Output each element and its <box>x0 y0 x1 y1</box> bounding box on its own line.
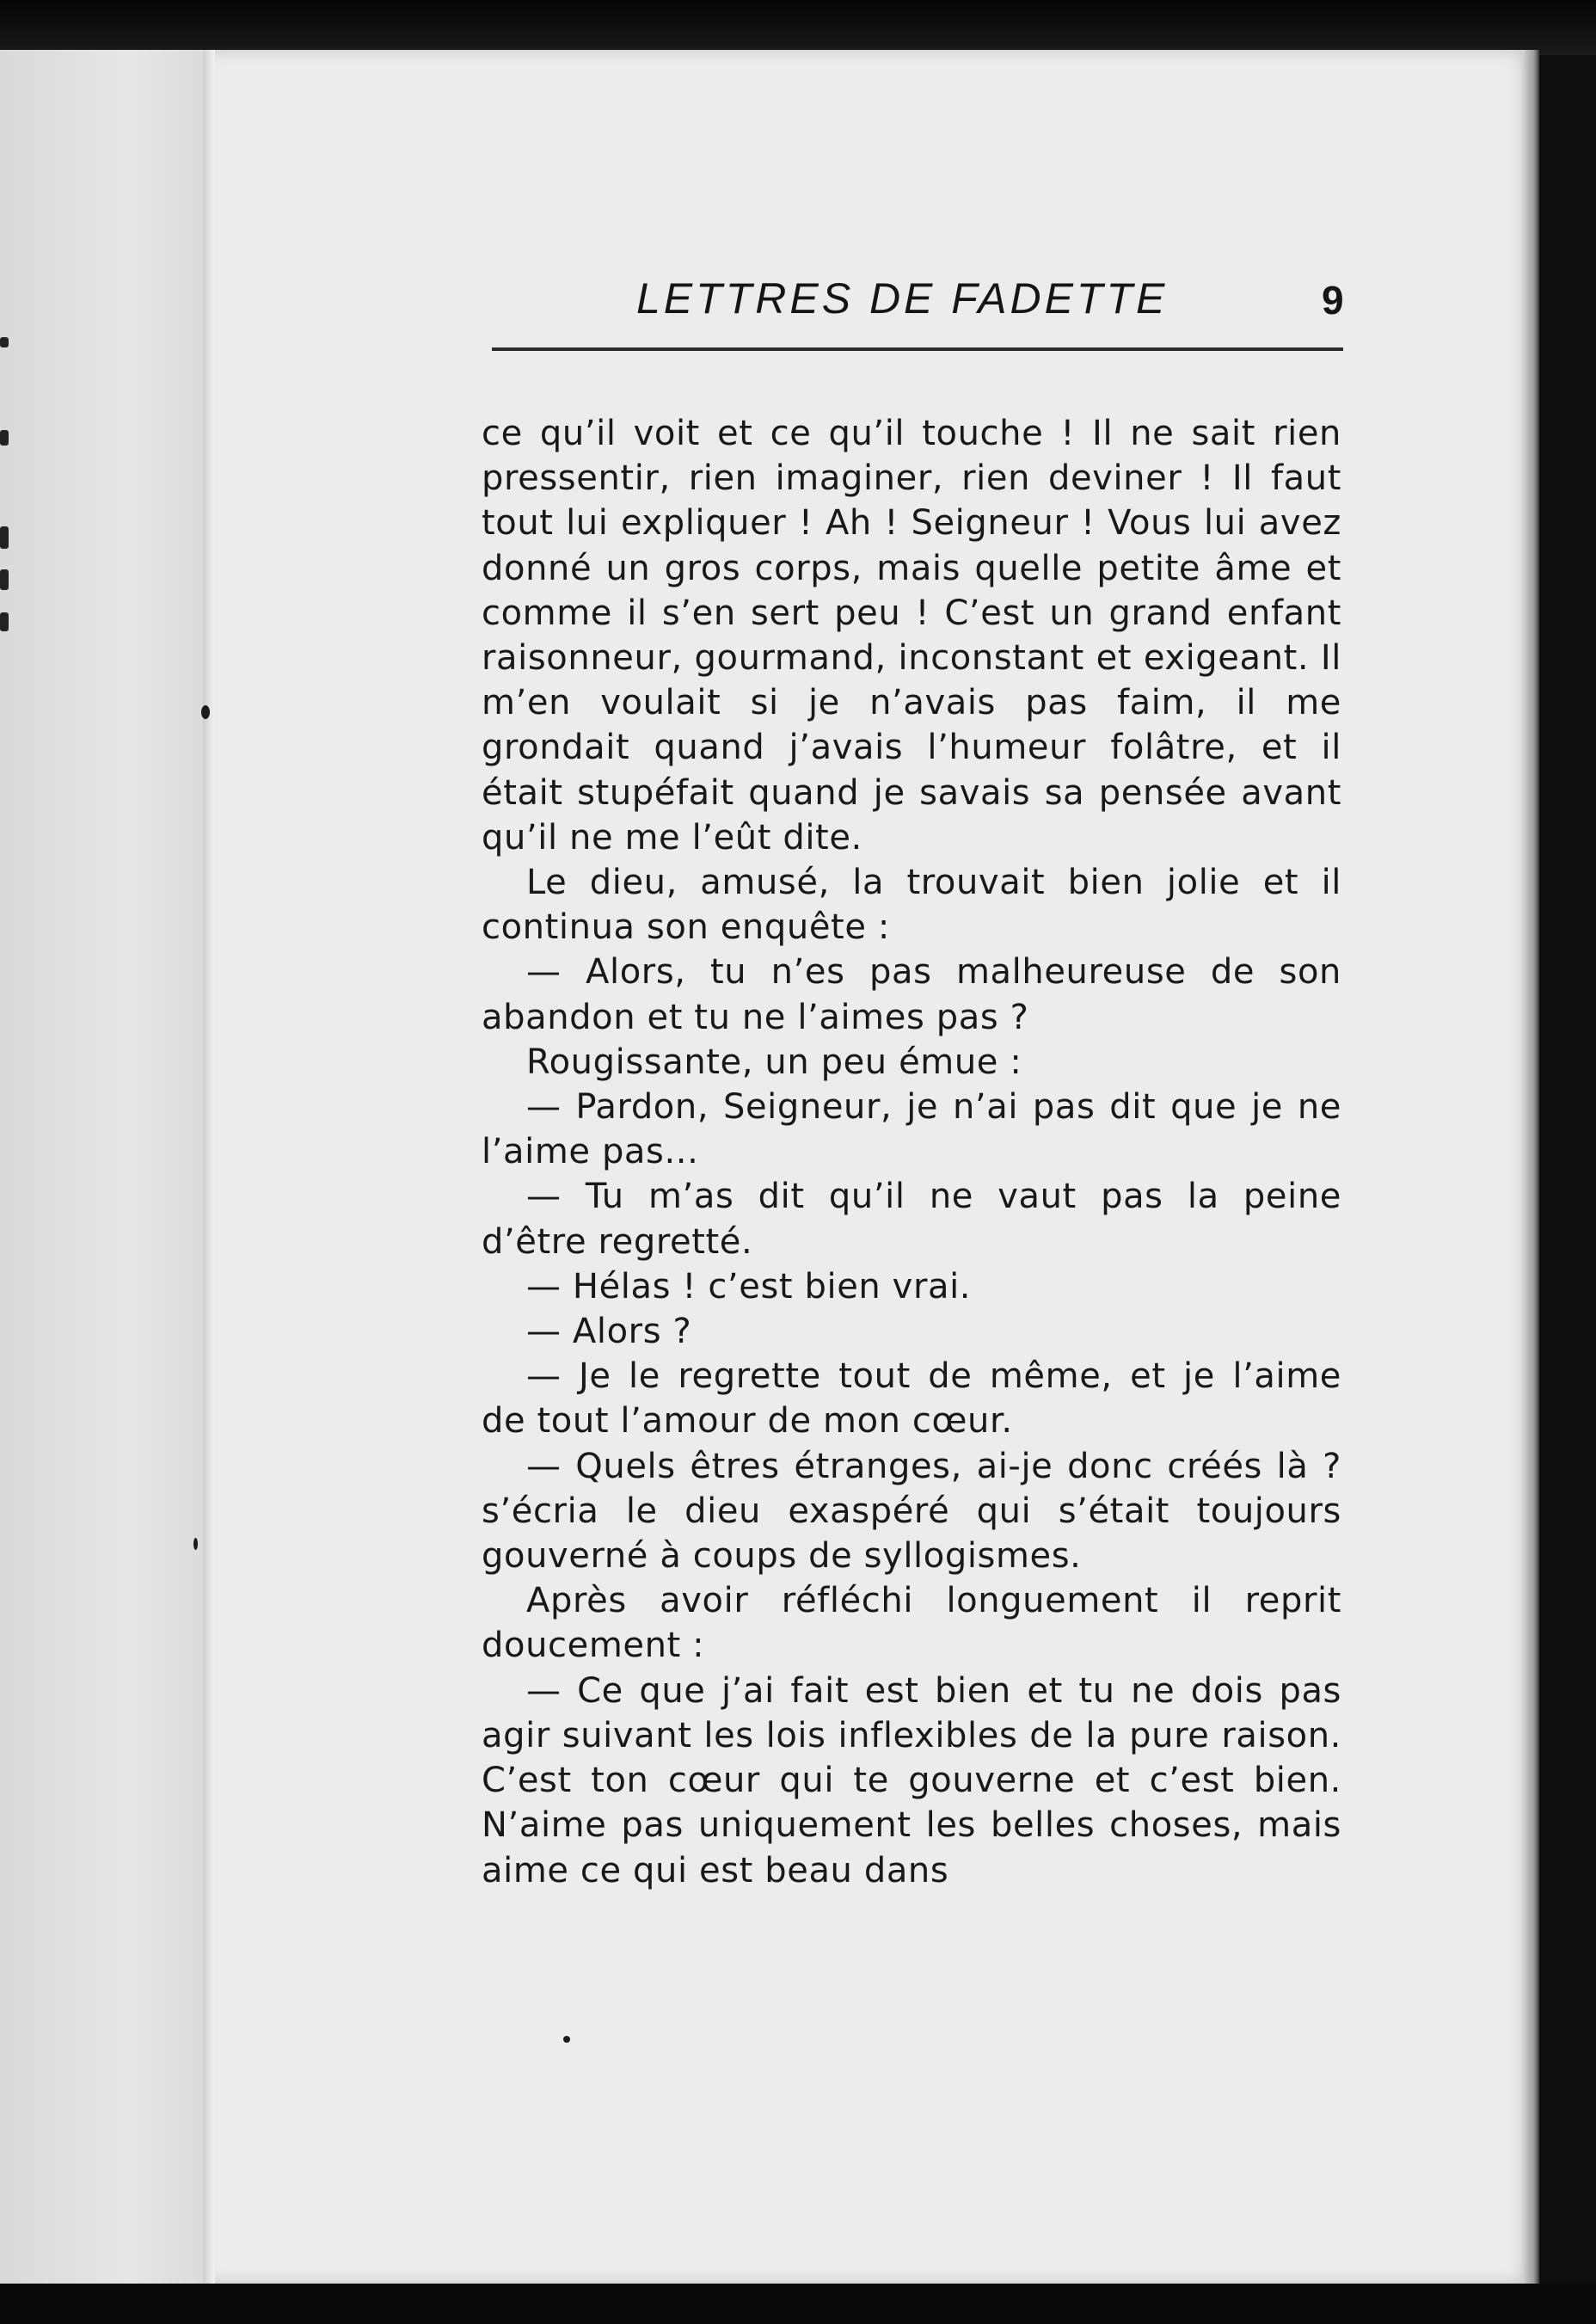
header-rule <box>492 347 1343 351</box>
page-edge-shadow <box>1522 50 1539 2284</box>
previous-page-ink-mark <box>0 526 9 549</box>
scan-border-bottom <box>0 2284 1596 2324</box>
dialogue-line: — Je le regrette tout de même, et je l’aime de tout l’amour de mon cœur. <box>482 1356 1341 1442</box>
previous-page-ink-mark <box>0 430 9 446</box>
dialogue-line: — Tu m’as dit qu’il ne vaut pas la peine d’être regretté. <box>482 1177 1341 1262</box>
previous-page-ink-mark <box>0 612 9 631</box>
dialogue-line: — Hélas ! c’est bien vrai. <box>526 1266 972 1306</box>
paragraph: Après avoir réfléchi longuement il reprit doucement : <box>482 1581 1341 1666</box>
dialogue-line: — Pardon, Seigneur, je n’ai pas dit que je ne l’aime pas... <box>482 1087 1341 1172</box>
paragraph: Rougissante, un peu émue : <box>526 1042 1022 1082</box>
running-header-title: LETTRES DE FADETTE <box>636 274 1169 323</box>
scan-speck <box>193 1538 198 1550</box>
scan-border-top <box>0 0 1596 55</box>
dialogue-line: — Quels êtres étranges, ai-je donc créés là ? s’écria le dieu exaspéré qui s’était toujours gouverné à coups de syllogismes. <box>482 1446 1341 1577</box>
page-number: 9 <box>1322 278 1344 323</box>
previous-page-edge <box>0 50 215 2284</box>
previous-page-ink-mark <box>0 337 9 347</box>
dialogue-line: — Ce que j’ai fait est bien et tu ne dois pas agir suivant les lois inflexibles de la pure raison. C’est ton cœur qui te gouverne et c’est bien. N’aime pas uniquement les belles choses, mais aime ce qui est beau dans <box>482 1670 1341 1891</box>
previous-page-ink-mark <box>0 569 9 590</box>
page-body-text <box>482 411 1341 1893</box>
scan-speck <box>563 2036 570 2043</box>
scan-speck <box>201 705 210 719</box>
dialogue-line: — Alors ? <box>526 1312 692 1352</box>
dialogue-line: — Alors, tu n’es pas malheureuse de son abandon et tu ne l’aimes pas ? <box>482 952 1341 1037</box>
paragraph: Le dieu, amusé, la trouvait bien jolie et il continua son enquête : <box>482 863 1341 948</box>
paragraph: ce qu’il voit et ce qu’il touche ! Il ne sait rien pressentir, rien imaginer, rien deviner ! Il faut tout lui expliquer ! Ah ! Seigneur ! Vous lui avez donné un gros corps, mais quelle petite âme et comme il s’en sert peu ! C’est un grand enfant raisonneur, gourmand, inconstant et exigeant. Il m’en voulait si je n’avais pas faim, il me grondait quand j’avais l’humeur folâtre, et il était stupéfait quand je savais sa pensée avant qu’il ne me l’eût dite. <box>482 414 1341 858</box>
